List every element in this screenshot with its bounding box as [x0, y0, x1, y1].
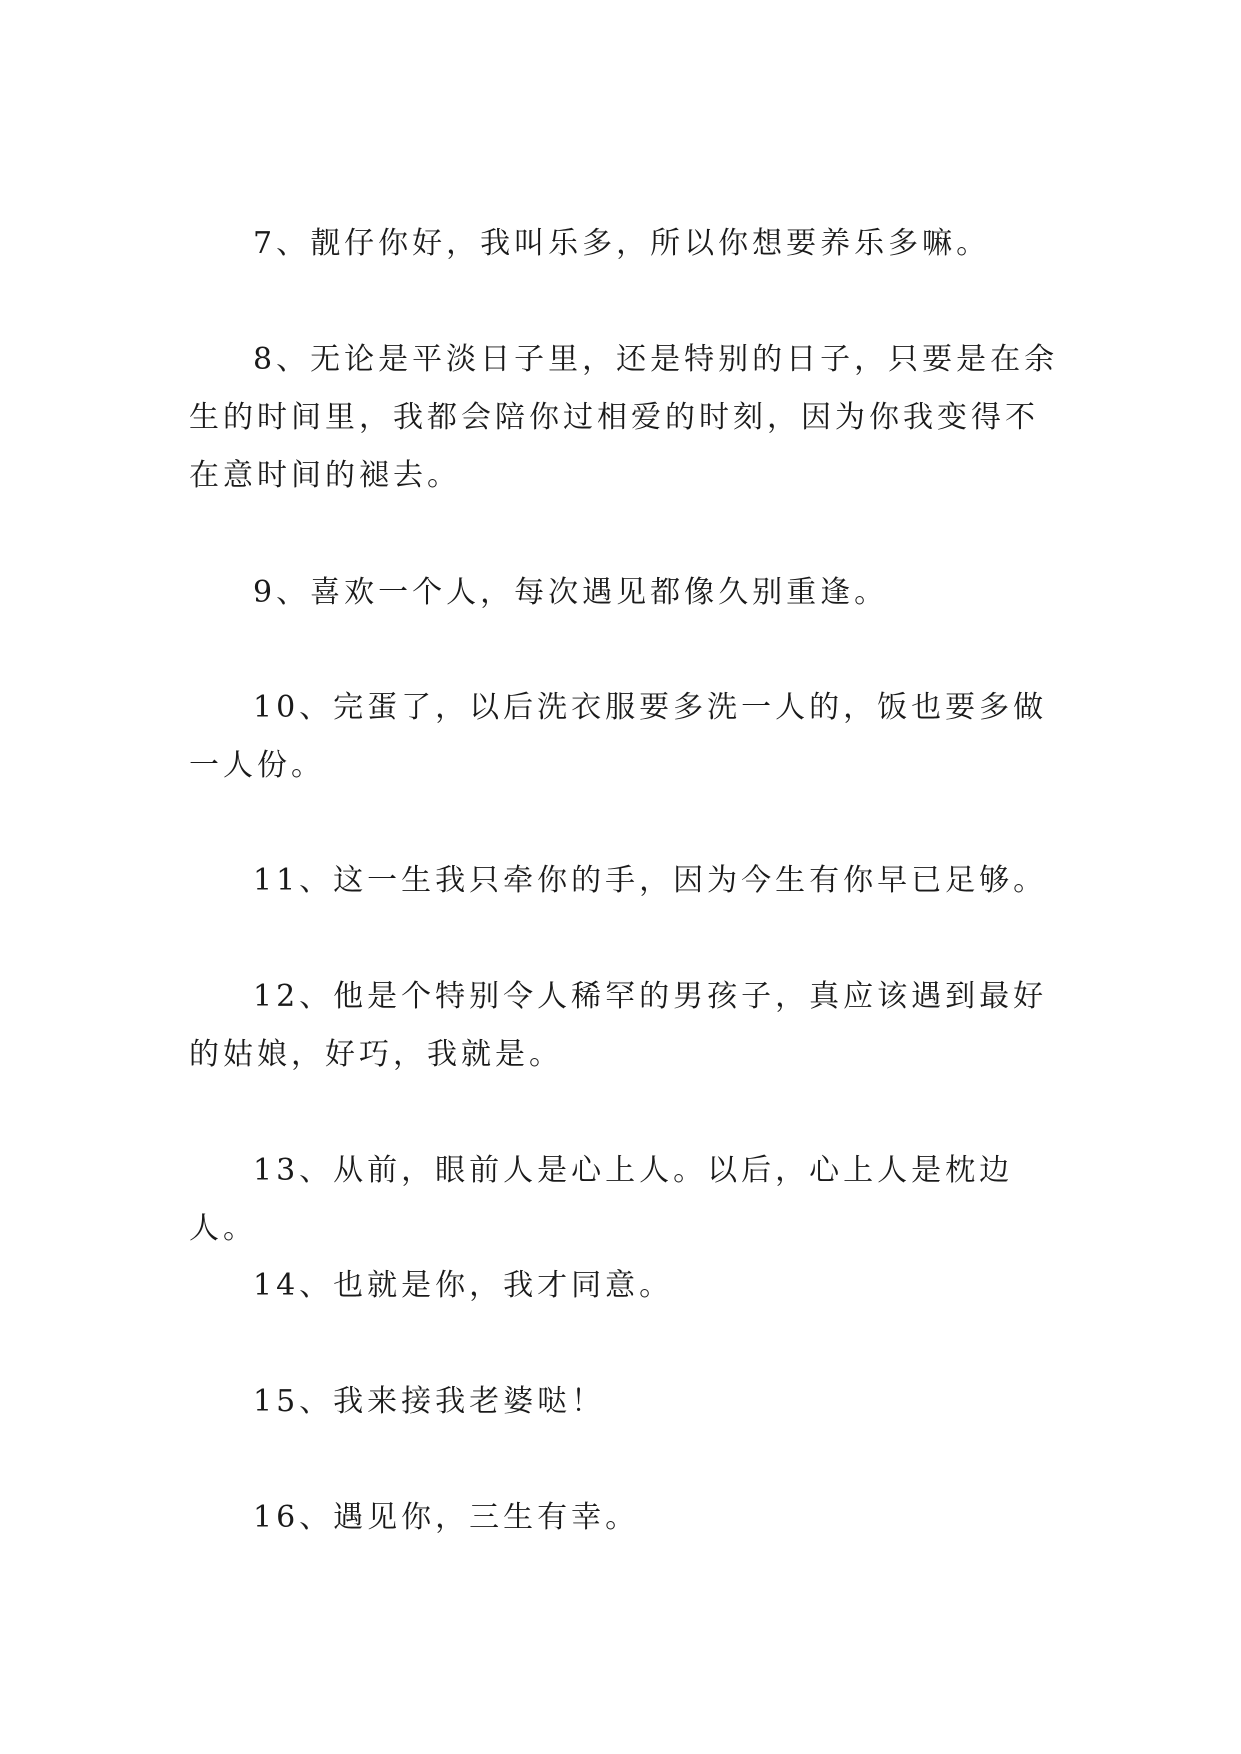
paragraph-10: 10、完蛋了，以后洗衣服要多洗一人的，饭也要多做一人份。	[189, 690, 1048, 783]
paragraph-8: 8、无论是平淡日子里，还是特别的日子，只要是在余生的时间里，我都会陪你过相爱的时刻，因为你我变得不在意时间的褪去。	[189, 342, 1059, 493]
paragraph-9: 9、喜欢一个人，每次遇见都像久别重逢。	[253, 575, 889, 610]
paragraph-7: 7、靓仔你好，我叫乐多，所以你想要养乐多嘛。	[253, 226, 991, 261]
paragraph-11: 11、这一生我只牵你的手，因为今生有你早已足够。	[253, 863, 1048, 898]
paragraph-13: 13、从前，眼前人是心上人。以后，心上人是枕边人。	[189, 1153, 1014, 1246]
paragraph-16: 16、遇见你，三生有幸。	[253, 1500, 640, 1535]
paragraph-15: 15、我来接我老婆哒！	[253, 1384, 606, 1419]
paragraph-14: 14、也就是你，我才同意。	[253, 1268, 674, 1303]
paragraph-12: 12、他是个特别令人稀罕的男孩子，真应该遇到最好的姑娘，好巧，我就是。	[189, 979, 1048, 1072]
